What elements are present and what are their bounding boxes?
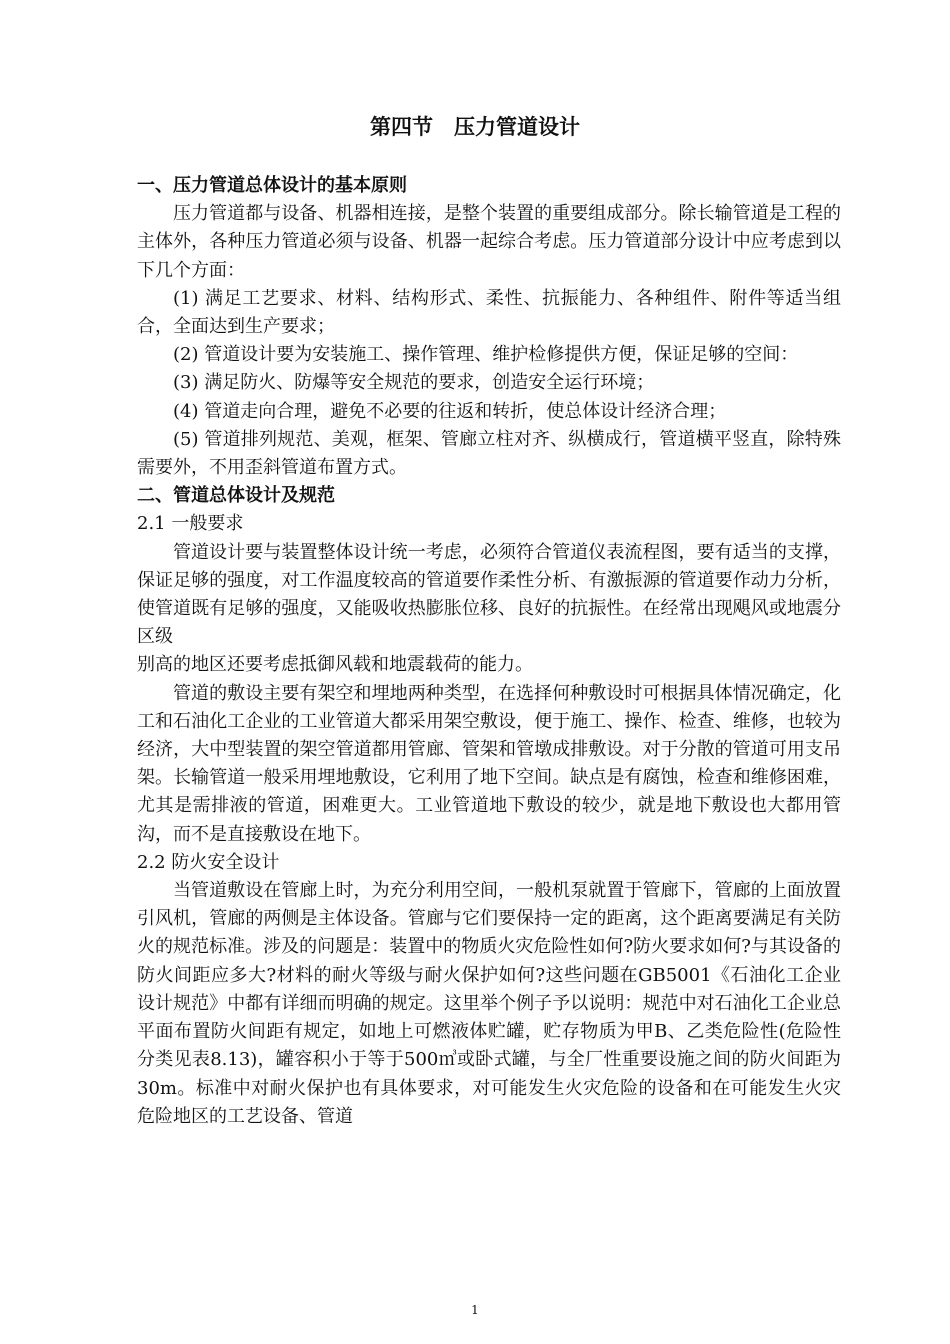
section-heading-2: 二、管道总体设计及规范 [137,485,335,507]
paragraph-continuation: 别高的地区还要考虑抵御风载和地震载荷的能力。 [137,654,533,676]
list-item: (4) 管道走向合理，避免不必要的往返和转折，使总体设计经济合理； [173,400,727,422]
page-title: 第四节 压力管道设计 [370,115,580,139]
list-item: (2) 管道设计要为安装施工、操作管理、维护检修提供方便，保证足够的空间： [173,344,799,366]
subsection-heading-2-2: 2.2 防火安全设计 [137,851,280,873]
page-number: 1 [471,1303,479,1317]
list-item: (5) 管道排列规范、美观，框架、管廊立柱对齐、纵横成行，管道横平竖直，除特殊需要外，不用歪斜管道布置方式。 [137,428,841,479]
section-heading-1: 一、压力管道总体设计的基本原则 [137,175,407,196]
subsection-heading-2-1: 2.1 一般要求 [137,513,244,535]
paragraph: 当管道敷设在管廊上时，为充分利用空间，一般机泵就置于管廊下，管廊的上面放置引风机，管廊的两侧是主体设备。管廊与它们要保持一定的距离，这个距离要满足有关防火的规范标准。涉及的问题是：装置中的物质火灾危险性如何?防火要求如何?与其设备的防火间距应多大?材料的耐火等级与耐火保护如何?这些问题在GB5001《石油化工企业设计规范》中都有详细而明确的规定。这里举个例子予以说明：规范中对石油化工企业总平面布置防火间距有规定，如地上可燃液体贮罐，贮存物质为甲B、乙类危险性(危险性分类见表8.13)，罐容积小于等于500㎥或卧式罐，与全厂性重要设施之间的防火间距为30m。标准中对耐火保护也有具体要求，对可能发生火灾危险的设备和在可能发生火灾危险地区的工艺设备、管道 [137,880,841,1127]
paragraph: 压力管道都与设备、机器相连接，是整个装置的重要组成部分。除长输管道是工程的主体外，各种压力管道必须与设备、机器一起综合考虑。压力管道部分设计中应考虑到以下几个方面： [137,203,841,281]
list-item: (3) 满足防火、防爆等安全规范的要求，创造安全运行环境； [173,372,655,394]
document-body [137,172,841,1131]
list-item: (1) 满足工艺要求、材料、结构形式、柔性、抗振能力、各种组件、附件等适当组合，全面达到生产要求； [137,287,841,338]
paragraph: 管道设计要与装置整体设计统一考虑，必须符合管道仪表流程图，要有适当的支撑，保证足够的强度，对工作温度较高的管道要作柔性分析、有激振源的管道要作动力分析，使管道既有足够的强度，又能吸收热膨胀位移、良好的抗振性。在经常出现飓风或地震分区级 [137,541,841,648]
paragraph: 管道的敷设主要有架空和埋地两种类型，在选择何种敷设时可根据具体情况确定，化工和石油化工企业的工业管道大都采用架空敷设，便于施工、操作、检查、维修，也较为经济，大中型装置的架空管道都用管廊、管架和管墩成排敷设。对于分散的管道可用支吊架。长输管道一般采用埋地敷设，它利用了地下空间。缺点是有腐蚀，检查和维修困难，尤其是需排液的管道，困难更大。工业管道地下敷设的较少，就是地下敷设也大都用管沟，而不是直接敷设在地下。 [137,682,841,845]
